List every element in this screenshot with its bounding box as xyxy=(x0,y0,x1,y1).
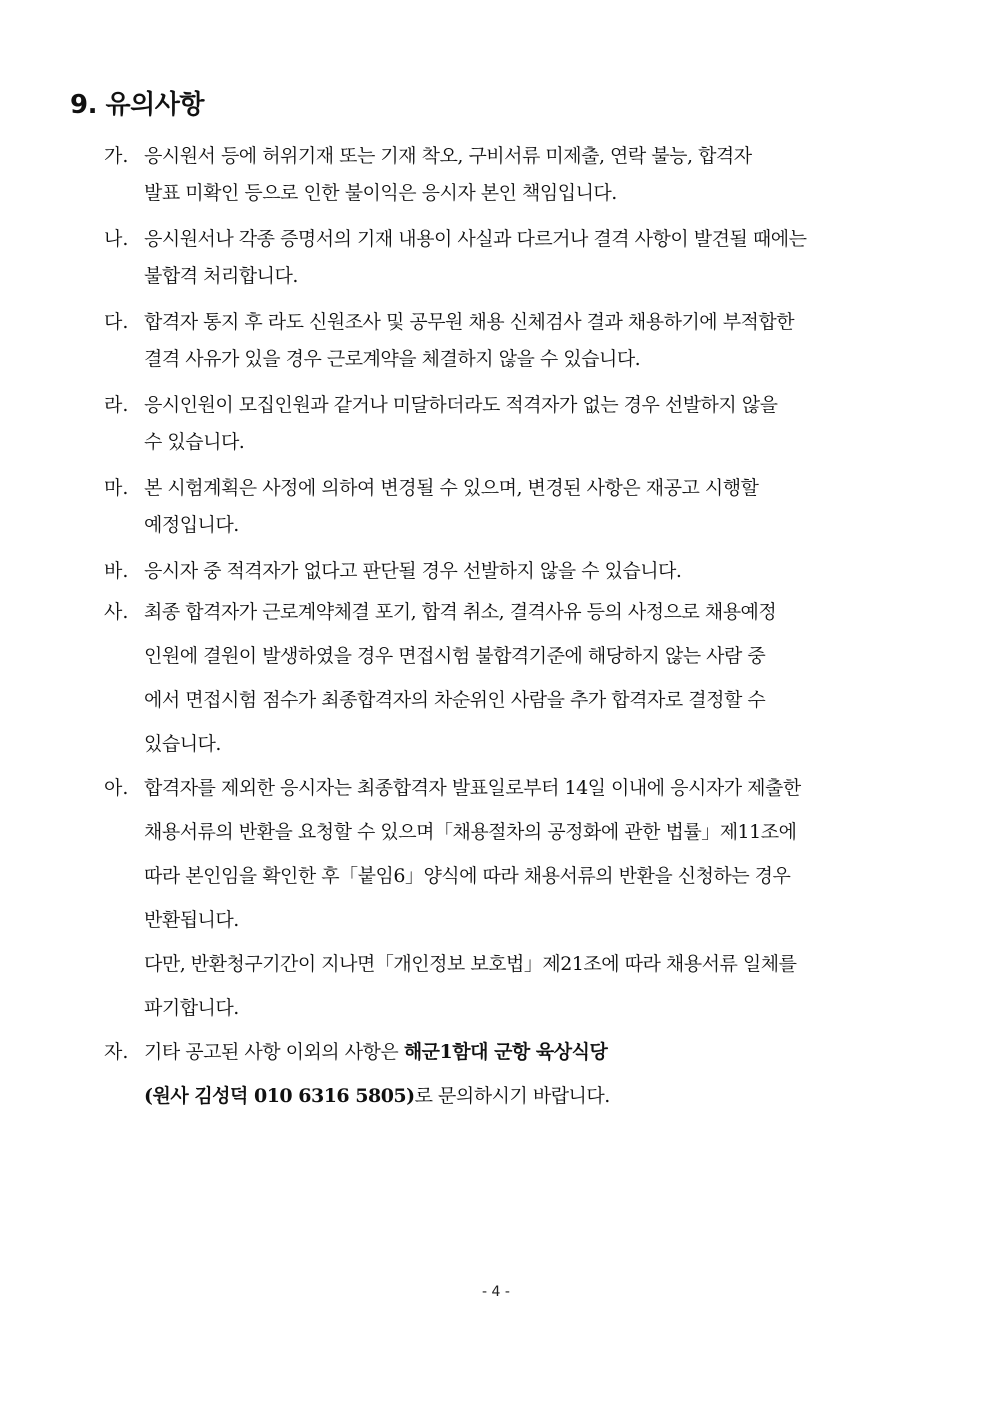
contact-location: 해군1함대 군항 육상식당 xyxy=(403,1041,608,1063)
text-line: 최종 합격자가 근로계약체결 포기, 합격 취소, 결격사유 등의 사정으로 채용예정 xyxy=(144,601,777,623)
text-line xyxy=(144,1074,916,1118)
text-line: 합격자를 제외한 응시자는 최종합격자 발표일로부터 14일 이내에 응시자가 제출한 xyxy=(144,777,801,799)
notice-item-da xyxy=(104,304,916,378)
contact-lead-text: 기타 공고된 사항 이외의 사항은 xyxy=(144,1041,404,1063)
item-text xyxy=(144,766,916,1030)
item-text xyxy=(144,553,916,590)
notice-item-ga xyxy=(104,138,916,212)
item-text xyxy=(144,221,916,295)
text-line: 인원에 결원이 발생하였을 경우 면접시험 불합격기준에 해당하지 않는 사람 중 xyxy=(144,645,766,667)
item-marker: 가. xyxy=(104,145,129,167)
text-line: 응시원서 등에 허위기재 또는 기재 착오, 구비서류 미제출, 연락 불능, 합격자 xyxy=(144,145,752,167)
text-line xyxy=(144,1030,916,1074)
text-line: 불합격 처리합니다. xyxy=(144,265,298,287)
notice-item-na xyxy=(104,221,916,295)
text-line: 채용서류의 반환을 요청할 수 있으며「채용절차의 공정화에 관한 법률」제11조에 xyxy=(144,821,797,843)
notice-list xyxy=(104,138,916,1118)
item-marker: 라. xyxy=(104,394,129,416)
text-line: 응시인원이 모집인원과 같거나 미달하더라도 적격자가 없는 경우 선발하지 않을 xyxy=(144,394,778,416)
text-line: 본 시험계획은 사정에 의하여 변경될 수 있으며, 변경된 사항은 재공고 시행할 xyxy=(144,477,759,499)
item-text xyxy=(144,1030,916,1118)
item-marker: 사. xyxy=(104,601,129,623)
item-text xyxy=(144,304,916,378)
item-marker: 아. xyxy=(104,777,129,799)
text-line: 발표 미확인 등으로 인한 불이익은 응시자 본인 책임입니다. xyxy=(144,182,617,204)
notice-item-a xyxy=(104,766,916,1030)
text-line: 따라 본인임을 확인한 후「붙임6」양식에 따라 채용서류의 반환을 신청하는 경우 xyxy=(144,865,791,887)
item-text xyxy=(144,138,916,212)
item-text xyxy=(144,590,916,766)
text-line: 에서 면접시험 점수가 최종합격자의 차순위인 사람을 추가 합격자로 결정할 수 xyxy=(144,689,766,711)
section-heading: 9. 유의사항 xyxy=(70,90,204,120)
text-line: 응시자 중 적격자가 없다고 판단될 경우 선발하지 않을 수 있습니다. xyxy=(144,560,682,582)
text-line: 다만, 반환청구기간이 지나면「개인정보 보호법」제21조에 따라 채용서류 일체를 xyxy=(144,953,797,975)
text-line: 수 있습니다. xyxy=(144,431,245,453)
item-marker: 자. xyxy=(104,1041,129,1063)
contact-person: (원사 김성덕 010 6316 5805) xyxy=(144,1085,415,1107)
text-line: 있습니다. xyxy=(144,733,221,755)
text-line: 반환됩니다. xyxy=(144,909,239,931)
item-text xyxy=(144,387,916,461)
text-line: 합격자 통지 후 라도 신원조사 및 공무원 채용 신체검사 결과 채용하기에 부적합한 xyxy=(144,311,795,333)
page-number: - 4 - xyxy=(482,1284,510,1300)
notice-item-ja xyxy=(104,1030,916,1118)
item-marker: 다. xyxy=(104,311,129,333)
notice-item-ba xyxy=(104,553,916,590)
text-line: 결격 사유가 있을 경우 근로계약을 체결하지 않을 수 있습니다. xyxy=(144,348,641,370)
item-marker: 나. xyxy=(104,228,129,250)
notice-item-sa xyxy=(104,590,916,766)
notice-item-ra xyxy=(104,387,916,461)
text-line: 파기합니다. xyxy=(144,997,239,1019)
notice-item-ma xyxy=(104,470,916,544)
item-text xyxy=(144,470,916,544)
item-marker: 바. xyxy=(104,560,129,582)
item-marker: 마. xyxy=(104,477,129,499)
text-line: 응시원서나 각종 증명서의 기재 내용이 사실과 다르거나 결격 사항이 발견될 때에는 xyxy=(144,228,807,250)
contact-closing-text: 로 문의하시기 바랍니다. xyxy=(414,1085,610,1107)
text-line: 예정입니다. xyxy=(144,514,239,536)
